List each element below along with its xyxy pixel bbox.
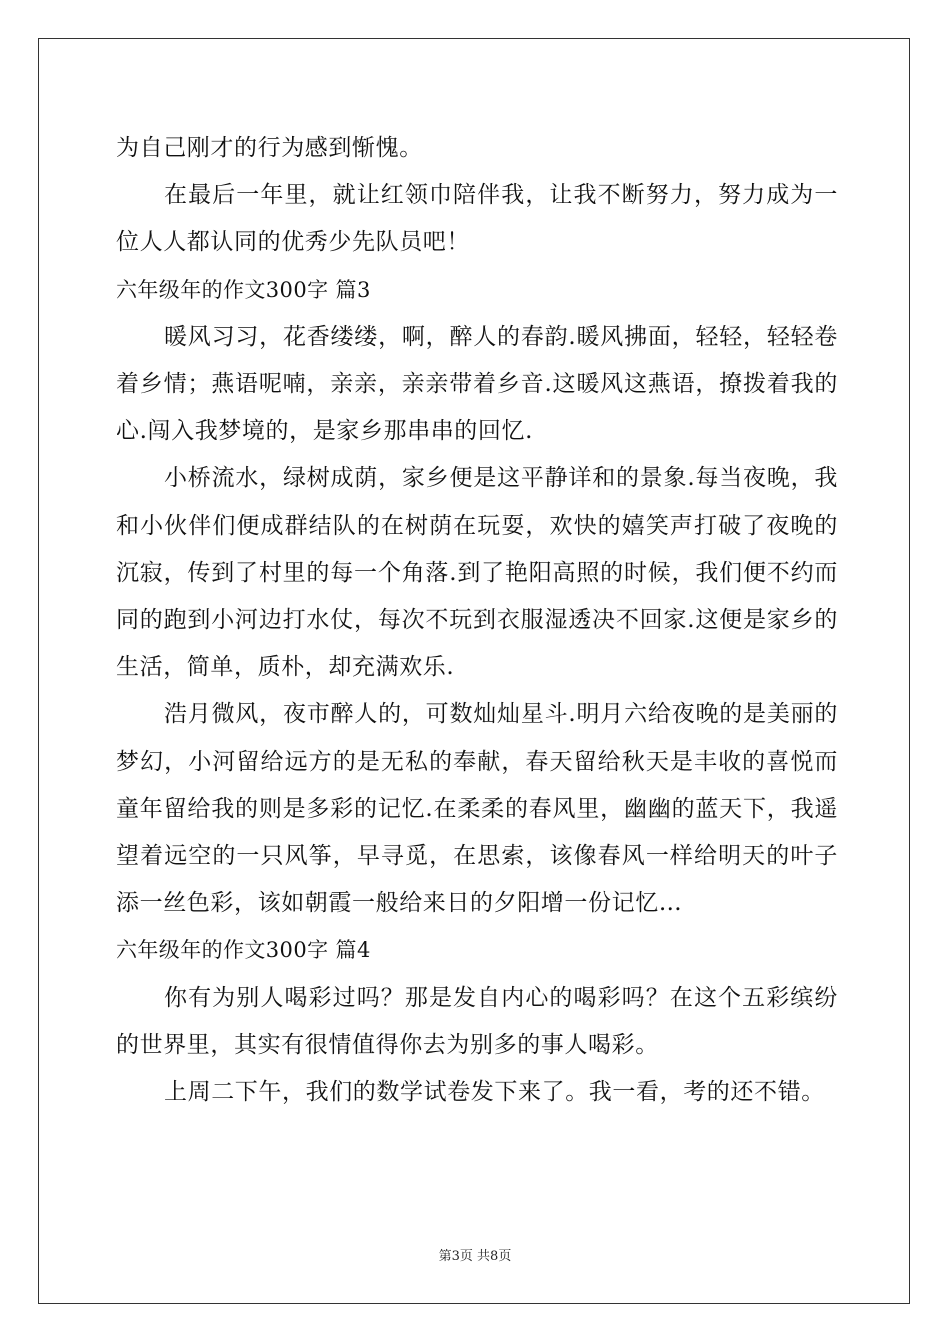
paragraph: 在最后一年里，就让红领巾陪伴我，让我不断努力，努力成为一位人人都认同的优秀少先队员吧！ xyxy=(116,182,838,256)
paragraph: 上周二下午，我们的数学试卷发下来了。我一看，考的还不错。 xyxy=(164,1079,825,1106)
paragraph: 暖风习习，花香缕缕，啊，醉人的春韵.暖风拂面，轻轻，轻轻卷着乡情；燕语呢喃，亲亲，亲亲带着乡音.这暖风这燕语，撩拨着我的心.闯入我梦境的，是家乡那串串的回忆. xyxy=(116,323,838,445)
paragraph: 小桥流水，绿树成荫，家乡便是这平静详和的景象.每当夜晚，我和小伙伴们便成群结队的在树荫在玩耍，欢快的嬉笑声打破了夜晚的沉寂，传到了村里的每一个角落.到了艳阳高照的时候，我们便不约而同的跑到小河边打水仗，每次不玩到衣服湿透决不回家.这便是家乡的生活，简单，质朴，却充满欢乐. xyxy=(116,465,838,681)
page-number-footer: 第3页 共8页 xyxy=(438,1249,512,1264)
paragraph: 你有为别人喝彩过吗？那是发自内心的喝彩吗？在这个五彩缤纷的世界里，其实有很情值得你去为别多的事人喝彩。 xyxy=(116,984,838,1058)
paragraph: 为自己刚才的行为感到惭愧。 xyxy=(116,135,423,161)
section-heading: 六年级年的作文300字 篇4 xyxy=(116,938,371,963)
document-body xyxy=(116,125,838,1116)
paragraph: 浩月微风，夜市醉人的，可数灿灿星斗.明月六给夜晚的是美丽的梦幻，小河留给远方的是无私的奉献，春天留给秋天是丰收的喜悦而童年留给我的则是多彩的记忆.在柔柔的春风里，幽幽的蓝天下，我遥望着远空的一只风筝，早寻觅，在思索，该像春风一样给明天的叶子添一丝色彩，该如朝霞一般给来日的夕阳增一份记忆… xyxy=(116,701,838,917)
section-heading: 六年级年的作文300字 篇3 xyxy=(116,277,371,302)
